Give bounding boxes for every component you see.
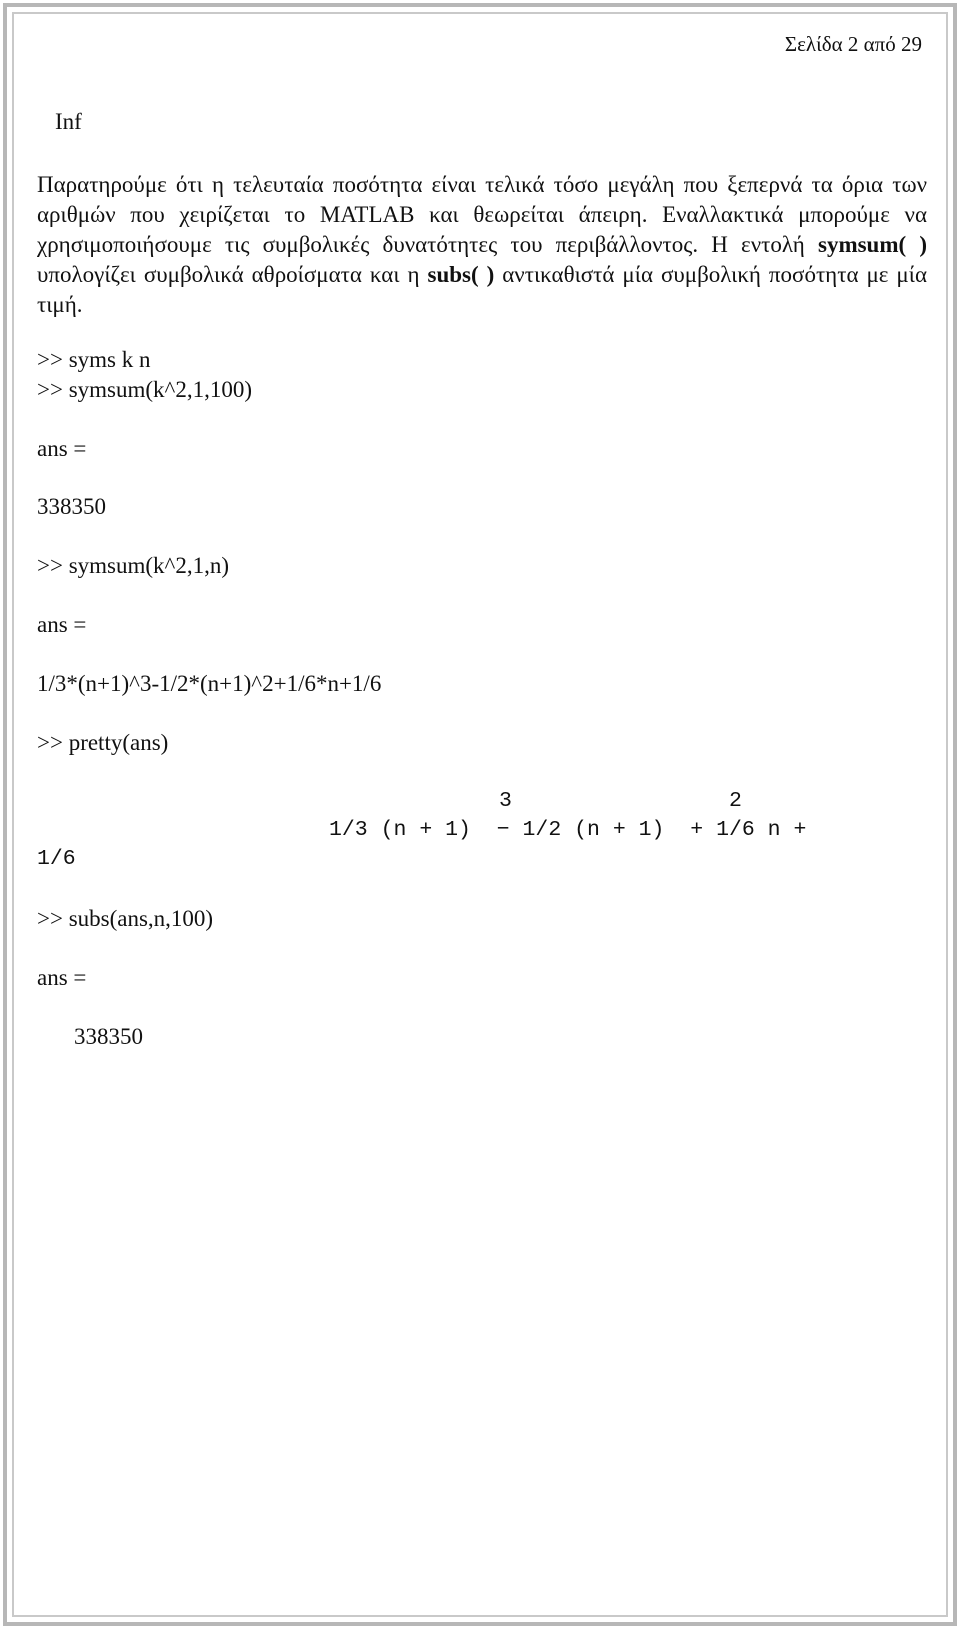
paragraph-text-2: υπολογίζει συμβολικά αθροίσματα και η [37,262,428,287]
ans-label-2: ans = [37,612,87,637]
page-number: Σελίδα 2 από 29 [784,32,922,56]
inf-output: Inf [55,109,82,134]
pretty-exponent-2: 2 [729,789,742,813]
command-pretty: >> pretty(ans) [37,730,169,755]
ans-label-3: ans = [37,965,87,990]
pretty-expression-line: 1/3 (n + 1) − 1/2 (n + 1) + 1/6 n + [329,818,807,842]
symsum-keyword: symsum( ) [818,232,927,257]
pretty-exponent-3: 3 [499,789,512,813]
paragraph-text-1: Παρατηρούμε ότι η τελευταία ποσότητα είναι τελικά τόσο μεγάλη που ξεπερνά τα όρια των αριθμών που χειρίζεται το MATLAB και θεωρείται άπειρη. Εναλλακτικά μπορούμε να χρησιμοποιήσουμε τις συμβολικές δυνατότητες του περιβάλλοντος. Η εντολή [37,172,927,257]
ans-label-1: ans = [37,436,87,461]
command-subs: >> subs(ans,n,100) [37,906,214,931]
pretty-expression-wrap: 1/6 [37,847,76,871]
subs-keyword: subs( ) [427,262,495,287]
paragraph-text-3: αντικαθιστά μία συμβολική ποσότητα με μία τιμή. [37,262,927,317]
command-syms: >> syms k n [37,347,151,372]
command-symsum-100: >> symsum(k^2,1,100) [37,377,252,402]
result-expression-2: 1/3*(n+1)^3-1/2*(n+1)^2+1/6*n+1/6 [37,671,382,696]
result-value-3: 338350 [74,1024,143,1049]
command-symsum-n: >> symsum(k^2,1,n) [37,553,229,578]
explanation-paragraph [37,170,927,320]
result-value-1: 338350 [37,494,106,519]
